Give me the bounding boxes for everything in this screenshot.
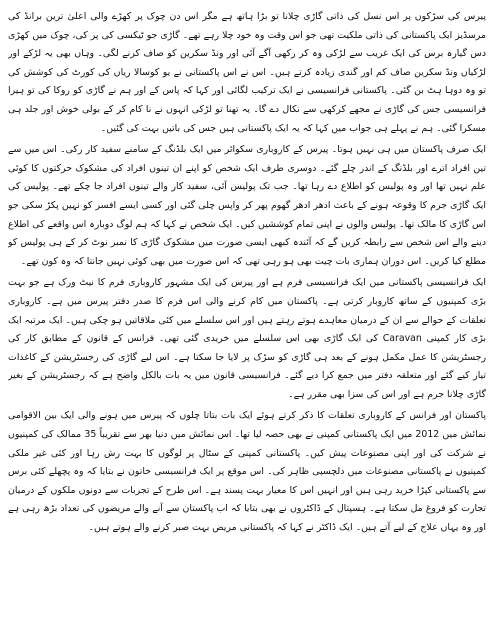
article-paragraph-4: پاکستان اور فرانس کے کاروباری تعلقات کا ذکر کرتے ہوئے ایک بات بتاتا چلوں کہ پیرس میں ہونے والی ایک بین الاقوامی نمائش میں 2012 میں ایک پاکستانی کمپنی نے بھی حصہ لیا تھا۔ اس نمائش میں دنیا بھر سے تقریباً 35 ممالک کی کمپنیوں نے شرکت کی اور اپنی مصنوعات پیش کیں۔ پاکستانی کمپنی کے سٹال پر لوگوں کا بہت رش رہا اور کئی غیر ملکی کمپنیوں نے پاکستانی مصنوعات میں دلچسپی ظاہر کی۔ اس موقع پر ایک فرانسیسی خاتون نے بتایا کہ وہ پچھلے کئی برس سے پاکستانی کپڑا خرید رہی ہیں اور انہیں اس کا معیار بہت پسند ہے۔ اس طرح کے تجربات سے دونوں ملکوں کے درمیان تجارت کو فروغ مل سکتا ہے۔ ہسپتال کے ڈاکٹروں نے بھی بتایا کہ اب پاکستان سے آنے والے مریضوں کی تعداد بڑھ رہی ہے اور وہ یہاں علاج کے لیے آتے ہیں۔ ایک ڈاکٹر نے کہا کہ پاکستانی مریض بہت صبر کرنے والے ہوتے ہیں۔ bbox=[8, 410, 486, 534]
article-paragraph-1: پیرس کی سڑکوں پر اس نسل کی ذاتی گاڑی چلانا تو بڑا ہاتھ ہے مگر اس دن چوک پر کھڑے والی اعلیٰ ترین برانڈ کی مرسڈیز ایک پاکستانی کی ذاتی ملکیت تھی جو اس وقت وہ خود چلا رہے تھے۔ گاڑی جو ٹیکسی کی پر کی، چوک میں کھڑی دس گیارہ برس کی ایک غریب سے لڑکی وہ کر رکھی آگے آئی اور ونڈ سکرین کو صاف کرنے لگی۔ وہاں بھی یہ لڑکے اور لڑکیاں ونڈ سکرین صاف کم اور گندی زیادہ کرتے ہیں۔ اس نے اس پاکستانی نے یو کوسالا ریاں کی کورٹ کی کوشش کی تو وہ دوہا ہٹ بن گئی۔ پاکستانی فرانسیسی نے ایک ترکیب لگائی اور کہا کہ پاس کے اور ہم نے گاڑی کو روکا کی تو ہیرا فرانسیسی جس کی گاڑی نے مجھے کرکھی سے نکال دے گا۔ یہ تھنا تو لڑکی انہوں نے نا کام کر کے بولی خوش اور جلد ہی مسکرا گئی۔ ہم نے پہلے ہی جواب میں کہا کہ یہ ایک پاکستانی ہیں جس کی باتیں بہت کی گئیں۔ bbox=[8, 11, 486, 134]
article-paragraph-2: ایک صرف پاکستان میں ہی نہیں ہوتا۔ پیرس کے کاروباری سکوائر میں ایک بلڈنگ کے سامنے سفید کار رکی۔ اس میں سے تین افراد اترے اور بلڈنگ کے اندر چلے گئے۔ دوسری طرف ایک شخص کو اپنے ان تینوں افراد کی مشکوک حرکتوں کا کوئی علم نہیں تھا اور وہ پولیس کو اطلاع دے رہا تھا۔ جب تک پولیس آئی، سفید کار والے تینوں افراد جا چکے تھے۔ پولیس کی ایک گاڑی جرم کا وقوعہ ہونے کے باعث ادھر ادھر گھوم پھر کر واپس چلی گئی اور کسی ایسے افسر کو نہیں پکڑ سکی جو اس گاڑی کا مالک تھا۔ پولیس والوں نے اپنی تمام کوششیں کیں۔ ایک شخص نے کہا کہ ہم لوگ دوبارہ اس واقعے کی اطلاع دینے والے اس شخص سے رابطہ کریں گے کہ آئندہ کبھی ایسی صورت میں مشکوک گاڑی کا نمبر نوٹ کر کے ہی پولیس کو مطلع کیا کریں۔ اس دوران ہماری بات چیت بھی ہو رہی تھی کہ اس صورت میں بھی کوئی نہیں جانتا کہ وہ کون تھے۔ bbox=[8, 144, 486, 267]
article-page bbox=[8, 8, 486, 632]
article-paragraph-3: ایک فرانسیسی پاکستانی میں ایک فرانسیسی فرم ہے اور پیرس کی ایک مشہور کاروباری فرم کا نیٹ ورک ہے جو بہت بڑی کمپنیوں کے ساتھ کاروبار کرتی ہے۔ پاکستان میں کام کرنے والی اس فرم کا صدر دفتر پیرس میں ہے۔ کاروباری تعلقات کے حوالے سے ان کے درمیان معاہدے ہوتے رہتے ہیں اور اس سلسلے میں کئی ملاقاتیں ہو چکی ہیں۔ ایک مرتبہ ایک بڑی کار کمپنی Caravan کی ایک گاڑی بھی اس سلسلے میں خریدی گئی تھی۔ فرانس کے قانون کے مطابق کار کی رجسٹریشن کا عمل مکمل ہونے کے بعد ہی گاڑی کو سڑک پر لایا جا سکتا ہے۔ اس لیے گاڑی کی رجسٹریشن کے کاغذات تیار کیے گئے اور متعلقہ دفتر میں جمع کرا دیے گئے۔ فرانسیسی قانون میں یہ بات بالکل واضح ہے کہ رجسٹریشن کے بغیر گاڑی چلانا جرم ہے اور اس کی سزا بھی مقرر ہے۔ bbox=[8, 277, 486, 400]
